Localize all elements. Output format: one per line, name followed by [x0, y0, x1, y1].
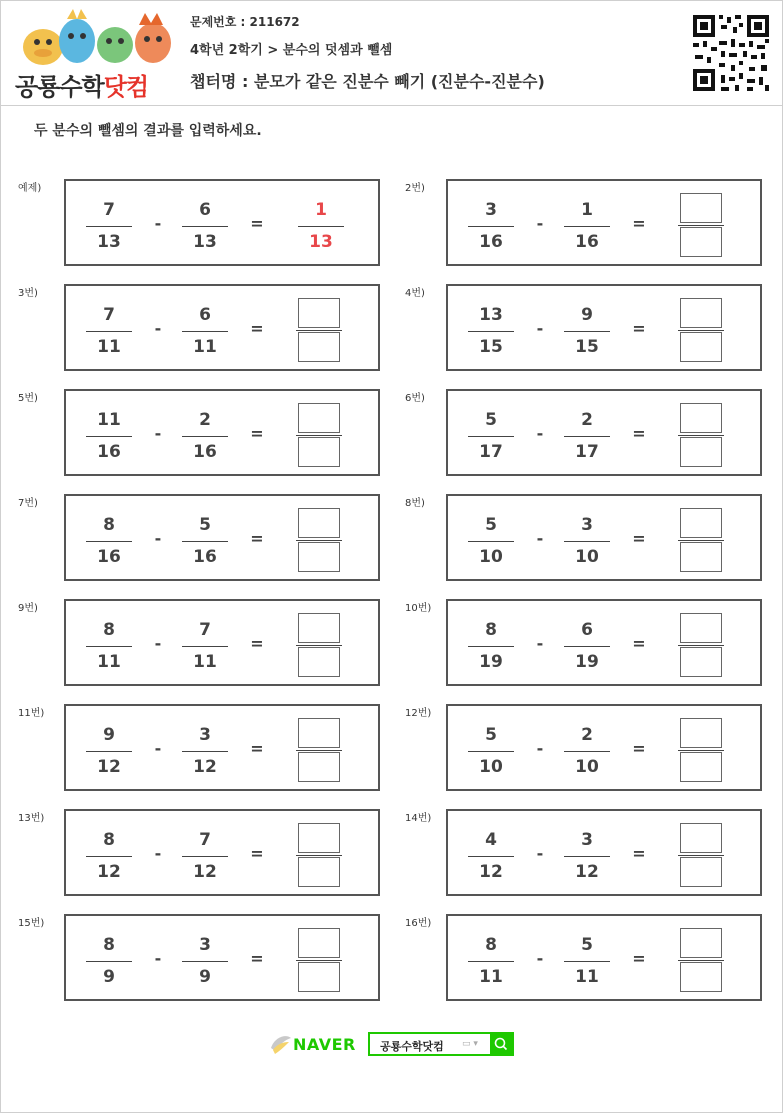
answer-numerator-input[interactable] — [680, 403, 722, 433]
answer-numerator-input[interactable] — [298, 928, 340, 958]
answer-denominator-input[interactable] — [680, 542, 722, 572]
minuend-fraction — [468, 409, 514, 463]
fraction-bar — [564, 331, 610, 332]
answer-fraction-bar — [678, 960, 724, 961]
subtrahend-fraction — [182, 409, 228, 463]
numerator: 6 — [199, 200, 211, 220]
fraction-bar — [564, 856, 610, 857]
answer-numerator-input[interactable] — [298, 298, 340, 328]
numerator: 3 — [199, 725, 211, 745]
fraction-bar — [182, 856, 228, 857]
numerator: 3 — [581, 515, 593, 535]
minus-operator: - — [536, 634, 544, 653]
naver-brand[interactable]: NAVER — [293, 1035, 356, 1054]
fraction-bar — [468, 961, 514, 962]
equals-operator: = — [632, 529, 646, 548]
fraction-bar — [86, 961, 132, 962]
answer-numerator-input[interactable] — [298, 718, 340, 748]
worksheet-header — [1, 1, 782, 106]
fraction-bar — [564, 436, 610, 437]
example-question-box — [64, 179, 380, 266]
denominator: 11 — [575, 967, 599, 987]
answer-denominator-input[interactable] — [680, 332, 722, 362]
denominator: 9 — [199, 967, 211, 987]
subtrahend-fraction — [182, 199, 228, 253]
naver-leaf-icon — [269, 1032, 293, 1056]
question-box — [446, 914, 762, 1001]
logo-text-highlight: 닷컴 — [103, 73, 149, 101]
minus-operator: - — [154, 634, 162, 653]
numerator: 3 — [199, 935, 211, 955]
denominator: 10 — [479, 547, 503, 567]
question-label: 예제) — [18, 183, 42, 194]
answer-numerator-input[interactable] — [680, 298, 722, 328]
example-answer-fraction — [298, 199, 344, 253]
answer-denominator-input[interactable] — [680, 647, 722, 677]
numerator: 1 — [315, 200, 327, 220]
denominator: 13 — [193, 232, 217, 252]
answer-numerator-input[interactable] — [680, 823, 722, 853]
denominator: 12 — [97, 862, 121, 882]
answer-denominator-input[interactable] — [298, 752, 340, 782]
question-label: 14번) — [405, 813, 432, 824]
minus-operator: - — [536, 214, 544, 233]
denominator: 12 — [193, 757, 217, 777]
answer-fraction-bar — [296, 540, 342, 541]
answer-fraction-bar — [678, 645, 724, 646]
minus-operator: - — [536, 529, 544, 548]
fraction-bar — [468, 646, 514, 647]
equals-operator: = — [250, 214, 264, 233]
answer-numerator-input[interactable] — [680, 718, 722, 748]
answer-fraction-bar — [296, 960, 342, 961]
numerator: 2 — [581, 410, 593, 430]
minuend-fraction — [468, 829, 514, 883]
search-input[interactable]: 공룡수학닷컴 — [380, 1040, 444, 1053]
equals-operator: = — [250, 949, 264, 968]
denominator: 12 — [479, 862, 503, 882]
question-box — [446, 179, 762, 266]
minuend-fraction — [468, 514, 514, 568]
denominator: 11 — [97, 652, 121, 672]
question-label: 13번) — [18, 813, 45, 824]
minus-operator: - — [154, 949, 162, 968]
numerator: 7 — [103, 305, 115, 325]
fraction-bar — [182, 751, 228, 752]
fraction-bar — [86, 436, 132, 437]
minuend-fraction — [86, 304, 132, 358]
subtrahend-fraction — [182, 829, 228, 883]
minus-operator: - — [536, 949, 544, 968]
minus-operator: - — [536, 319, 544, 338]
answer-denominator-input[interactable] — [298, 332, 340, 362]
numerator: 9 — [581, 305, 593, 325]
question-box — [446, 599, 762, 686]
answer-denominator-input[interactable] — [298, 647, 340, 677]
denominator: 19 — [479, 652, 503, 672]
minuend-fraction — [86, 409, 132, 463]
subtrahend-fraction — [182, 724, 228, 778]
question-box — [446, 284, 762, 371]
answer-denominator-input[interactable] — [680, 227, 722, 257]
answer-denominator-input[interactable] — [298, 857, 340, 887]
logo-wordmark — [15, 67, 148, 102]
fraction-bar — [86, 856, 132, 857]
qr-code-icon[interactable] — [691, 13, 771, 93]
denominator: 13 — [309, 232, 333, 252]
numerator: 7 — [199, 830, 211, 850]
fraction-bar — [468, 331, 514, 332]
numerator: 7 — [199, 620, 211, 640]
equals-operator: = — [250, 634, 264, 653]
numerator: 3 — [485, 200, 497, 220]
numerator: 5 — [485, 515, 497, 535]
answer-fraction-bar — [296, 645, 342, 646]
equals-operator: = — [250, 529, 264, 548]
question-box — [64, 914, 380, 1001]
fraction-bar — [182, 541, 228, 542]
answer-denominator-input[interactable] — [298, 437, 340, 467]
subtrahend-fraction — [564, 829, 610, 883]
subtrahend-fraction — [564, 514, 610, 568]
fraction-bar — [182, 436, 228, 437]
denominator: 16 — [479, 232, 503, 252]
answer-fraction-bar — [678, 435, 724, 436]
equals-operator: = — [632, 634, 646, 653]
denominator: 12 — [575, 862, 599, 882]
numerator: 9 — [103, 725, 115, 745]
minuend-fraction — [86, 619, 132, 673]
answer-fraction-bar — [678, 225, 724, 226]
numerator: 8 — [485, 935, 497, 955]
minuend-fraction — [86, 199, 132, 253]
site-logo[interactable] — [11, 7, 181, 99]
subtrahend-fraction — [564, 409, 610, 463]
denominator: 16 — [193, 442, 217, 462]
question-label: 8번) — [405, 498, 425, 509]
minuend-fraction — [468, 199, 514, 253]
numerator: 11 — [97, 410, 121, 430]
subtrahend-fraction — [182, 304, 228, 358]
numerator: 5 — [581, 935, 593, 955]
question-label: 7번) — [18, 498, 38, 509]
minuend-fraction — [86, 514, 132, 568]
minus-operator: - — [536, 424, 544, 443]
equals-operator: = — [250, 424, 264, 443]
numerator: 3 — [581, 830, 593, 850]
logo-text-main: 공룡수학 — [15, 73, 104, 101]
fraction-bar — [564, 751, 610, 752]
fraction-bar — [468, 856, 514, 857]
denominator: 10 — [575, 757, 599, 777]
answer-numerator-input[interactable] — [680, 508, 722, 538]
subtrahend-fraction — [182, 619, 228, 673]
naver-search-box[interactable] — [368, 1032, 514, 1056]
numerator: 1 — [581, 200, 593, 220]
answer-numerator-input[interactable] — [680, 193, 722, 223]
question-box — [64, 494, 380, 581]
answer-numerator-input[interactable] — [298, 613, 340, 643]
fraction-bar — [86, 541, 132, 542]
search-button[interactable] — [490, 1034, 512, 1054]
question-label: 11번) — [18, 708, 45, 719]
answer-fraction-bar — [678, 750, 724, 751]
question-label: 16번) — [405, 918, 432, 929]
fraction-bar — [182, 961, 228, 962]
numerator: 5 — [485, 410, 497, 430]
answer-denominator-input[interactable] — [680, 752, 722, 782]
subtrahend-fraction — [564, 304, 610, 358]
subtrahend-fraction — [564, 619, 610, 673]
denominator: 12 — [193, 862, 217, 882]
minuend-fraction — [468, 619, 514, 673]
equals-operator: = — [632, 214, 646, 233]
equals-operator: = — [250, 844, 264, 863]
answer-fraction-bar — [296, 435, 342, 436]
question-box — [64, 809, 380, 896]
denominator: 17 — [479, 442, 503, 462]
course-breadcrumb: 4학년 2학기 > 분수의 덧셈과 뺄셈 — [190, 43, 393, 58]
equals-operator: = — [632, 844, 646, 863]
problem-number: 문제번호 : 211672 — [190, 15, 300, 29]
fraction-bar — [564, 646, 610, 647]
denominator: 11 — [479, 967, 503, 987]
fraction-bar — [468, 436, 514, 437]
fraction-bar — [564, 961, 610, 962]
answer-fraction-bar — [678, 540, 724, 541]
denominator: 12 — [97, 757, 121, 777]
fraction-bar — [86, 646, 132, 647]
question-label: 12번) — [405, 708, 432, 719]
subtrahend-fraction — [564, 934, 610, 988]
instruction-text: 두 분수의 뺄셈의 결과를 입력하세요. — [34, 123, 262, 139]
search-icon — [490, 1034, 512, 1054]
question-box — [446, 704, 762, 791]
fraction-bar — [182, 331, 228, 332]
question-box — [446, 389, 762, 476]
subtrahend-fraction — [182, 514, 228, 568]
fraction-bar — [86, 226, 132, 227]
fraction-bar — [86, 331, 132, 332]
denominator: 11 — [193, 652, 217, 672]
numerator: 8 — [103, 830, 115, 850]
numerator: 8 — [103, 620, 115, 640]
answer-fraction-bar — [296, 750, 342, 751]
question-box — [64, 389, 380, 476]
answer-numerator-input[interactable] — [680, 928, 722, 958]
denominator: 11 — [193, 337, 217, 357]
numerator: 2 — [199, 410, 211, 430]
question-label: 3번) — [18, 288, 38, 299]
denominator: 16 — [97, 547, 121, 567]
answer-denominator-input[interactable] — [680, 857, 722, 887]
denominator: 15 — [479, 337, 503, 357]
fraction-bar — [468, 751, 514, 752]
chapter-title: 챕터명 : 분모가 같은 진분수 빼기 (진분수-진분수) — [190, 72, 545, 91]
keyboard-dropdown-icon[interactable]: ▭ ▾ — [462, 1039, 478, 1049]
minus-operator: - — [154, 844, 162, 863]
answer-denominator-input[interactable] — [298, 542, 340, 572]
equals-operator: = — [250, 739, 264, 758]
question-box — [64, 284, 380, 371]
numerator: 5 — [199, 515, 211, 535]
minus-operator: - — [154, 739, 162, 758]
answer-denominator-input[interactable] — [680, 962, 722, 992]
minus-operator: - — [536, 844, 544, 863]
numerator: 8 — [103, 935, 115, 955]
subtrahend-fraction — [564, 199, 610, 253]
denominator: 13 — [97, 232, 121, 252]
denominator: 11 — [97, 337, 121, 357]
denominator: 17 — [575, 442, 599, 462]
fraction-bar — [298, 226, 344, 227]
fraction-bar — [564, 541, 610, 542]
equals-operator: = — [632, 424, 646, 443]
numerator: 2 — [581, 725, 593, 745]
minuend-fraction — [86, 829, 132, 883]
answer-numerator-input[interactable] — [298, 508, 340, 538]
denominator: 16 — [193, 547, 217, 567]
minuend-fraction — [468, 724, 514, 778]
minus-operator: - — [154, 424, 162, 443]
question-label: 4번) — [405, 288, 425, 299]
question-label: 6번) — [405, 393, 425, 404]
denominator: 19 — [575, 652, 599, 672]
equals-operator: = — [632, 949, 646, 968]
minuend-fraction — [468, 934, 514, 988]
minus-operator: - — [154, 319, 162, 338]
fraction-bar — [86, 751, 132, 752]
answer-numerator-input[interactable] — [298, 823, 340, 853]
equals-operator: = — [250, 319, 264, 338]
numerator: 5 — [485, 725, 497, 745]
subtrahend-fraction — [182, 934, 228, 988]
equals-operator: = — [632, 319, 646, 338]
answer-fraction-bar — [296, 330, 342, 331]
minus-operator: - — [536, 739, 544, 758]
denominator: 15 — [575, 337, 599, 357]
minuend-fraction — [86, 724, 132, 778]
question-label: 2번) — [405, 183, 425, 194]
numerator: 13 — [479, 305, 503, 325]
denominator: 16 — [97, 442, 121, 462]
equals-operator: = — [632, 739, 646, 758]
numerator: 6 — [199, 305, 211, 325]
answer-fraction-bar — [678, 330, 724, 331]
numerator: 8 — [103, 515, 115, 535]
minus-operator: - — [154, 214, 162, 233]
numerator: 6 — [581, 620, 593, 640]
fraction-bar — [468, 541, 514, 542]
minuend-fraction — [468, 304, 514, 358]
fraction-bar — [182, 646, 228, 647]
question-box — [64, 599, 380, 686]
numerator: 8 — [485, 620, 497, 640]
fraction-bar — [564, 226, 610, 227]
fraction-bar — [182, 226, 228, 227]
denominator: 16 — [575, 232, 599, 252]
minus-operator: - — [154, 529, 162, 548]
question-box — [446, 494, 762, 581]
question-box — [64, 704, 380, 791]
denominator: 10 — [479, 757, 503, 777]
answer-fraction-bar — [678, 855, 724, 856]
dinosaur-mascots-icon — [15, 9, 175, 69]
subtrahend-fraction — [564, 724, 610, 778]
numerator: 4 — [485, 830, 497, 850]
numerator: 7 — [103, 200, 115, 220]
answer-fraction-bar — [296, 855, 342, 856]
answer-numerator-input[interactable] — [680, 613, 722, 643]
denominator: 9 — [103, 967, 115, 987]
answer-numerator-input[interactable] — [298, 403, 340, 433]
question-label: 10번) — [405, 603, 432, 614]
question-label: 9번) — [18, 603, 38, 614]
question-label: 5번) — [18, 393, 38, 404]
answer-denominator-input[interactable] — [298, 962, 340, 992]
question-label: 15번) — [18, 918, 45, 929]
question-box — [446, 809, 762, 896]
fraction-bar — [468, 226, 514, 227]
minuend-fraction — [86, 934, 132, 988]
answer-denominator-input[interactable] — [680, 437, 722, 467]
denominator: 10 — [575, 547, 599, 567]
